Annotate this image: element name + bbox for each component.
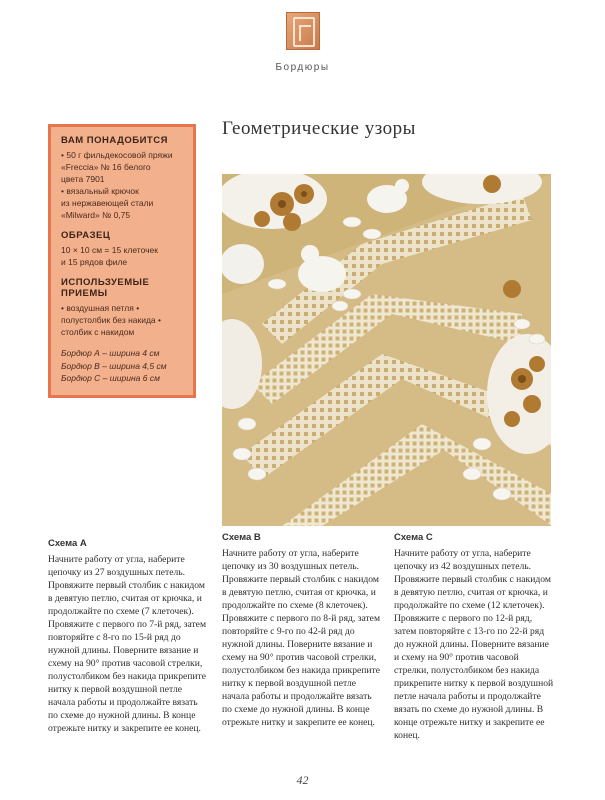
scheme-c-text: Начните работу от угла, наберите цепочку из 42 воздушных петель. Провяжите первый столбик с накидом в девятую петлю, считая от крючка, и продолжайте по схеме (12 клеточек). Провяжите с первого по 12-й ряд, затем повторяйте с 13-го по 22-й ряд до нужной длины. Поверните вязание и схему на 90° против часовой стрелки, полустолбиком без накида прикрепите нитку к первой воздушной петле начала работы и продолжайте вязать по схеме до нужной длины. В конце отрежьте нитку и закрепите ее конец. [394, 548, 554, 741]
needed-line: • вязальный крючок [61, 186, 139, 196]
sample-line: и 15 рядов филе [61, 257, 128, 267]
sample-line: 10 × 10 см = 15 клеточек [61, 245, 158, 255]
border-width-line: Бордюр С – ширина 6 см [61, 373, 160, 383]
scheme-c-title: Схема С [394, 532, 433, 543]
needed-line: «Milward» № 0,75 [61, 210, 131, 220]
techniques-heading: ИСПОЛЬЗУЕМЫЕ ПРИЕМЫ [61, 277, 150, 299]
scheme-c-column [394, 532, 554, 742]
technique-line: • воздушная петля • [61, 303, 140, 313]
needed-line: из нержавеющей стали [61, 198, 154, 208]
photo-illustration [222, 174, 551, 526]
scheme-a-title: Схема А [48, 538, 87, 549]
scheme-b-title: Схема В [222, 532, 261, 543]
scheme-a-column [48, 538, 208, 735]
materials-box [48, 124, 196, 398]
scheme-b-column [222, 532, 382, 729]
scheme-a-text: Начните работу от угла, наберите цепочку из 27 воздушных петель. Провяжите первый столбик с накидом в девятую петлю, считая от крючка, и продолжайте по схеме (7 клеточек). Провяжите с первого по 7-й ряд, затем повторяйте с 8-го по 15-й ряд до нужной длины. Поверните вязание и схему на 90° против часовой стрелки, полустолбиком без накида прикрепите нитку к первой воздушной петле начала работы и продолжайте вязать по схеме до нужной длины. В конце отрежьте нитку и закрепите ее конец. [48, 554, 207, 734]
letter-a-emblem-icon [286, 12, 320, 50]
needed-line: цвета 7901 [61, 174, 105, 184]
page-number: 42 [296, 773, 309, 787]
technique-line: столбик с накидом [61, 327, 135, 337]
page-title: Геометрические узоры [222, 118, 416, 139]
sample-heading: ОБРАЗЕЦ [61, 230, 111, 241]
border-width-line: Бордюр В – ширина 4,5 см [61, 360, 167, 371]
section-label: Бордюры [275, 62, 330, 73]
needed-line: «Freccia» № 16 белого [61, 162, 151, 172]
crochet-borders-photo [222, 174, 551, 526]
needed-line: • 50 г фильдекосовой пряжи [61, 150, 173, 160]
needed-heading: ВАМ ПОНАДОБИТСЯ [61, 135, 168, 146]
border-width-line: Бордюр А – ширина 4 см [61, 348, 160, 358]
technique-line: полустолбик без накида • [61, 315, 161, 325]
scheme-b-text: Начните работу от угла, наберите цепочку из 30 воздушных петель. Провяжите первый столбик с накидом в девятую петлю, считая от крючка, и продолжайте по схеме (8 клеточек). Провяжите с первого по 8-й ряд, затем повторяйте с 9-го по 42-й ряд до нужной длины. Поверните вязание и схему на 90° против часовой стрелки, полустолбиком без накида прикрепите нитку к первой воздушной петле начала работы и продолжайте вязать по схеме до нужной длины. В конце отрежьте нитку и закрепите ее конец. [222, 548, 381, 728]
